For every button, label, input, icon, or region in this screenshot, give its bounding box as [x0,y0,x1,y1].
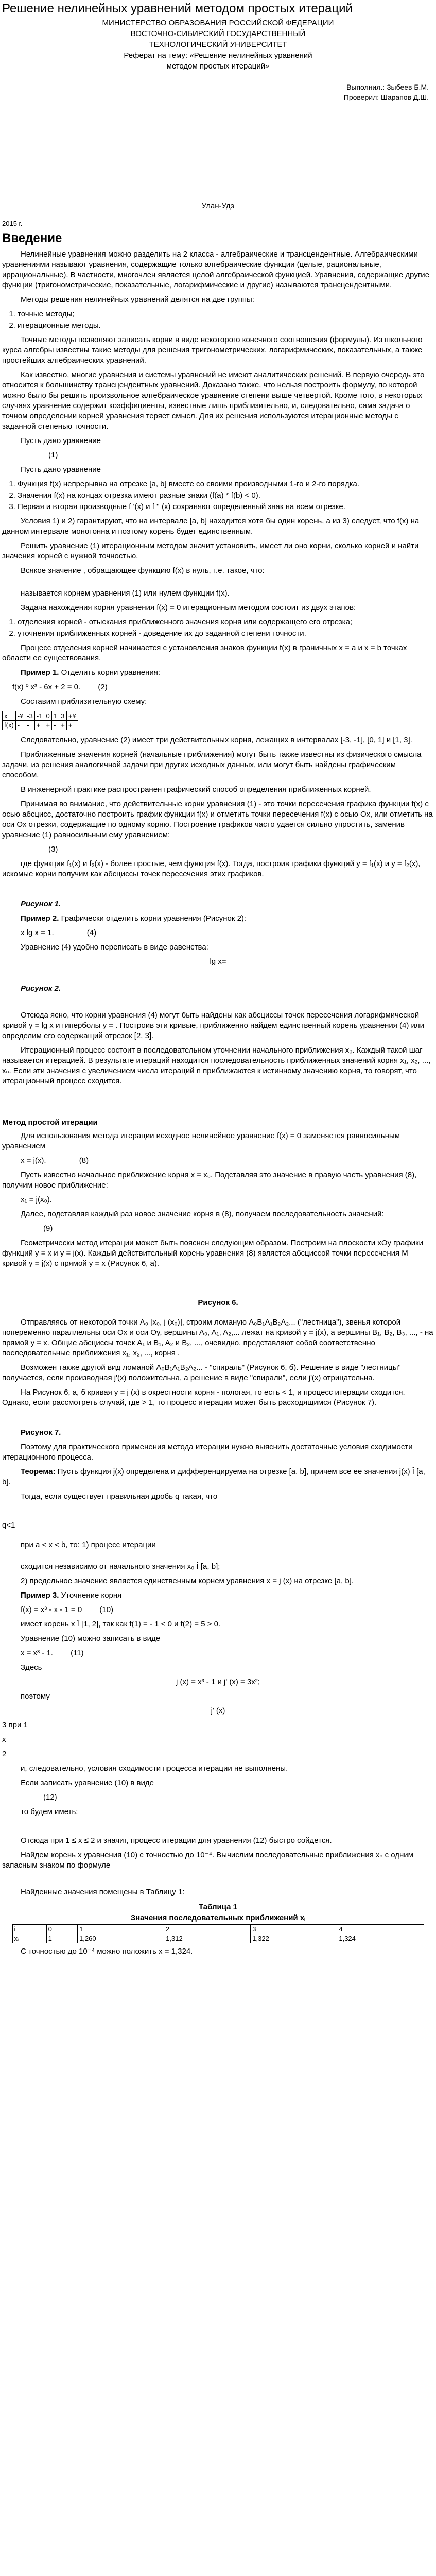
paragraph: Для использования метода итерации исходное нелинейное уравнение f(x) = 0 заменяется равносильным уравнением [2,1131,400,1150]
paragraph: Пусть дано уравнение [21,436,101,445]
table-cell: f(x) [3,721,16,730]
table-cell: xᵢ [12,1934,46,1943]
example-heading [2,668,434,678]
paragraph: Поэтому для практического применения метода итерации нужно выяснить достаточные условия сходимости итерационного процесса. [2,1443,413,1462]
figure-caption: Рисунок 2. [21,984,61,993]
table-cell: 1,312 [164,1934,251,1943]
equation-number: (1) [48,451,58,460]
paragraph: 2) предельное значение является единственным корнем уравнения x = j (x) на отрезке [a, b]. [21,1577,354,1585]
example-label: Пример 2. [21,914,59,923]
example-label: Пример 3. [21,1591,59,1600]
table-cell: - [15,721,25,730]
paragraph: Тогда, если существует правильная дробь q такая, что [21,1492,218,1501]
equation-number: (3) [48,845,58,854]
equation-text: f(x) º x³ - 6x + 2 = 0. [12,683,81,691]
paragraph: Далее, подставляя каждый раз новое значение корня в (8), получаем последовательность значений: [21,1210,384,1218]
paragraph: то будем иметь: [21,1807,78,1816]
paragraph: Здесь [21,1663,42,1672]
intro-heading: Введение [2,231,62,245]
paragraph: сходится независимо от начального значения x₀ Î [a, b]; [21,1562,220,1571]
referat-line: методом простых итераций» [166,62,270,71]
paragraph: Методы решения нелинейных уравнений делятся на две группы: [21,295,254,304]
paragraph: Принимая во внимание, что действительные корни уравнения (1) - это точки пересечения графика функции f(x) с осью абсцисс, достаточно построить график функции f(x) и отметить точки пересечения f(x) с осью Ох, или отметить на оси Ох отрезки, содержащие по одному корню. Построение графиков часто удается сильно упростить, заменив уравнение (1) равносильным ему уравнением: [2,800,433,839]
paragraph: Задача нахождения корня уравнения f(x) = 0 итерационным методом состоит из двух этапов: [21,603,356,612]
paragraph: Найдем корень x уравнения (10) с точностью до 10⁻⁴. Вычислим последовательные приближения xₙ с одним запасным знаком по формуле [2,1851,413,1870]
table-cell: 3 [251,1925,337,1934]
paragraph: Уравнение (10) можно записать в виде [21,1634,161,1643]
table-cell: 1,324 [337,1934,424,1943]
paragraph: Точные методы позволяют записать корни в виде некоторого конечного соотношения (формулы). Из школьного курса алгебры известны такие методы для решения тригонометрических, логарифмических, показательных, а также простейших алгебраических уравнений. [2,335,423,365]
theorem-label: Теорема: [21,1467,56,1476]
paragraph: Отправляясь от некоторой точки A₀ [x₀, j (x₀)], строим ломаную A₀B₁A₁B₂A₂... ("лестница"), звенья которой попеременно параллельны оси Ox и оси Oy, вершины A₀, A₁, A₂,... лежат на кривой y = j(x), а вершины B₁, B₂, B₃, ..., - на прямой y = x. Общие абсциссы точек A₁ и B₁, A₂ и B₂, ..., очевидно, представляют собой соответственно последовательные приближения x₁, x₂, ..., корня . [2,1318,433,1358]
city: Улан-Удэ [201,201,235,210]
example-heading [2,1590,434,1601]
checker-line: Проверил: Шарапов Д.Ш. [343,93,429,101]
table-caption: Значения последовательных приближений xᵢ [130,1913,306,1922]
table-cell: - [52,721,59,730]
paragraph: На Рисунок 6, а, б кривая y = j (x) в окрестности корня - пологая, то есть < 1, и процесс итерации сходится. Однако, если рассмотреть случай, где > 1, то процесс итерации может быть расходящимся (Рисунок 7). [2,1388,405,1407]
figure-caption: Рисунок 7. [21,1428,61,1437]
document [2,0,434,1961]
table-row [12,1925,424,1934]
equation-number: (12) [43,1793,57,1802]
methods-list [2,309,434,331]
paragraph: Пусть известно начальное приближение корня x = x₀. Подставляя это значение в правую часть уравнения (8), получим новое приближение: [2,1171,417,1190]
equation: j (x) = x³ - 1 и j' (x) = 3x²; [176,1677,260,1686]
table-cell: i [12,1925,46,1934]
equation: j' (x) [211,1706,225,1715]
conditions-list [2,479,434,512]
equation-text: x = x³ - 1. [21,1649,53,1657]
table-cell: 1 [46,1934,78,1943]
table-cell: -1 [34,711,44,721]
equation-number: (4) [86,928,97,937]
paragraph: С точностью до 10⁻⁴ можно положить x = 1,324. [21,1947,193,1956]
paragraph: Как известно, многие уравнения и системы уравнений не имеют аналитических решений. В первую очередь это относится к большинству трансцендентных уравнений. Доказано также, что нельзя построить формулу, по которой можно было бы решить произвольное алгебраическое уравнение степени выше четвертой. Кроме того, в некоторых случаях уравнение содержит коэффициенты, известные лишь приблизительно, и, следовательно, сама задача о точном определении корней уравнения теряет смысл. Для их решения используются итерационные методы с заданной степенью точности. [2,370,425,431]
table-cell: 0 [46,1925,78,1934]
paragraph: называется корнем уравнения (1) или нулем функции f(x). [21,589,230,598]
equation [2,1648,434,1658]
theorem-text: Пусть функция j(x) определена и дифференцируема на отрезке [a, b], причем все ее значения j(x) Î [a, b]. [2,1467,425,1486]
paragraph: Геометрически метод итерации может быть пояснен следующим образом. Построим на плоскости xOy графики функций y = x и y = j(x). Каждый действительный корень уравнения (8) является абсциссой точки пересечения M кривой y = j(x) с прямой y = x (Рисунок 6, а). [2,1239,423,1268]
page-title: Решение нелинейных уравнений методом простых итераций [2,2,353,15]
table-cell: - [25,721,35,730]
table-cell: 1,322 [251,1934,337,1943]
paragraph: при a < x < b, то: 1) процесс итерации [21,1540,156,1549]
stages-list [2,617,434,639]
ministry-line: ТЕХНОЛОГИЧЕСКИЙ УНИВЕРСИТЕТ [149,40,287,49]
table-cell: 0 [44,711,52,721]
equation [2,1605,434,1615]
paragraph: поэтому [21,1692,50,1701]
list-item: 2. Значения f(x) на концах отрезка имеют разные знаки (f(a) * f(b) < 0). [18,490,434,501]
figure-caption: Рисунок 6. [198,1298,238,1307]
year: 2015 г. [2,219,23,227]
list-item: 1. точные методы; [18,309,434,319]
list-item: 2. уточнения приближенных корней - доведение их до заданной степени точности. [18,629,434,639]
paragraph: Возможен также другой вид ломаной A₀B₁A₁B₂A₂... - "спираль" (Рисунок 6, б). Решение в виде "лестницы" получается, если производная j'(x) положительна, а решение в виде "спирали", если j'(x) отрицательна. [2,1363,401,1382]
table-cell: 1 [52,711,59,721]
paragraph: Найденные значения помещены в Таблицу 1: [21,1888,185,1896]
ministry-line: ВОСТОЧНО-СИБИРСКИЙ ГОСУДАРСТВЕННЫЙ [130,29,306,38]
paragraph: Условия 1) и 2) гарантируют, что на интервале [a, b] находится хотя бы один корень, а из 3) следует, что f(x) на данном интервале монотонна и поэтому корень будет единственным. [2,517,420,536]
equation-number: (11) [71,1649,84,1657]
paragraph: 3 при 1 [2,1721,28,1730]
paragraph: Нелинейные уравнения можно разделить на 2 класса - алгебраические и трансцендентные. Алгебраическими уравнениями называют уравнения, содержащие только алгебраические функции (целые, рациональные, иррациональные). В частности, многочлен является целой алгебраической функцией. Уравнения, содержащие другие функции (тригонометрические, показательные, логарифмические и другие) называются трансцендентными. [2,250,430,290]
paragraph: Решить уравнение (1) итерационным методом значит установить, имеет ли оно корни, сколько корней и найти значения корней с нужной точностью. [2,541,419,561]
equation-text: f(x) = x³ - x - 1 = 0 [21,1605,82,1614]
iterations-table [12,1924,424,1943]
table-row [3,711,78,721]
table-cell: 4 [337,1925,424,1934]
equation-text: x lg x = 1. [21,928,54,937]
table-row [3,721,78,730]
table-cell: -¥ [15,711,25,721]
list-item: 2. итерационные методы. [18,320,434,331]
equation-text: x = j(x). [21,1156,46,1165]
list-item: 1. отделения корней - отыскания приближенного значения корня или содержащего его отрезка; [18,617,434,628]
paragraph: Отсюда при 1 ≤ x ≤ 2 и значит, процесс итерации для уравнения (12) быстро сойдется. [21,1836,332,1845]
paragraph: x [2,1735,6,1744]
section-heading: Метод простой итерации [2,1118,98,1127]
table-cell: + [66,721,78,730]
equation-number: (10) [99,1605,114,1614]
theorem [2,1467,434,1487]
paragraph: Процесс отделения корней начинается с установления знаков функции f(x) в граничных x = a и x = b точках области ее существования. [2,643,407,663]
equation [2,928,434,938]
paragraph: Составим приблизительную схему: [21,697,147,706]
paragraph: 2 [2,1750,7,1758]
author-line: Выполнил.: Зыбеев Б.М. [346,83,429,91]
figure-caption: Рисунок 1. [21,900,61,908]
table-cell: -3 [25,711,35,721]
paragraph: Итерационный процесс состоит в последовательном уточнении начального приближения x₀. Каждый такой шаг называется итерацией. В результате итераций находится последовательность приближенных значений корня x₁, x₂, ..., xₙ. Если эти значения с увеличением числа итераций n приближаются к истинному значению корня, то говорят, что итерационный процесс сходится. [2,1046,431,1086]
paragraph: Пусть дано уравнение [21,465,101,474]
paragraph: Приближенные значения корней (начальные приближения) могут быть также известны из физического смысла задачи, из решения аналогичной задачи при других исходных данных, или могут быть найдены графическим способом. [2,750,422,779]
example-text: Графически отделить корни уравнения (Рисунок 2): [61,914,247,923]
table-cell: + [59,721,67,730]
equation: x₁ = j(x₀). [21,1195,52,1204]
paragraph: Уравнение (4) удобно переписать в виде равенства: [21,943,208,952]
paragraph: Если записать уравнение (10) в виде [21,1778,154,1787]
example-text: Отделить корни уравнения: [61,668,161,677]
paragraph: где функции f₁(x) и f₂(x) - более простые, чем функция f(x). Тогда, построив графики функций y = f₁(x) и y = f₂(x), искомые корни получим как абсциссы точек пересечения этих графиков. [2,859,421,878]
ministry-line: МИНИСТЕРСТВО ОБРАЗОВАНИЯ РОССИЙСКОЙ ФЕДЕРАЦИИ [102,19,334,27]
table-cell: 3 [59,711,67,721]
sign-table [2,711,78,730]
equation-number: (8) [79,1156,89,1165]
example-heading [2,913,434,924]
table-cell: + [44,721,52,730]
example-label: Пример 1. [21,668,59,677]
table-cell: 2 [164,1925,251,1934]
table-row [12,1934,424,1943]
inline-formula: q<1 [2,1521,15,1530]
table-cell: 1,260 [78,1934,164,1943]
list-item: 1. Функция f(x) непрерывна на отрезке [a, b] вместе со своими производными 1-го и 2-го порядка. [18,479,434,489]
equation: lg x= [210,957,226,966]
paragraph: имеет корень x Î [1, 2], так как f(1) = - 1 < 0 и f(2) = 5 > 0. [21,1620,221,1629]
paragraph: Следовательно, уравнение (2) имеет три действительных корня, лежащих в интервалах [-3, -1], [0, 1] и [1, 3]. [21,736,412,744]
equation-number: (2) [98,683,108,691]
paragraph: В инженерной практике распространен графический способ определения приближенных корней. [21,785,371,794]
referat-line: Реферат на тему: «Решение нелинейных уравнений [124,51,312,60]
list-item: 3. Первая и вторая производные f '(x) и f '' (x) сохраняют определенный знак на всем отрезке. [18,502,434,512]
table-cell: + [34,721,44,730]
equation-number: (9) [43,1224,53,1233]
table-cell: +¥ [66,711,78,721]
equation [2,682,434,692]
equation [2,1156,434,1166]
paragraph: и, следовательно, условия сходимости процесса итерации не выполнены. [21,1764,288,1773]
table-cell: x [3,711,16,721]
example-text: Уточнение корня [61,1591,122,1600]
table-cell: 1 [78,1925,164,1934]
paragraph: Всякое значение , обращающее функцию f(x) в нуль, т.е. такое, что: [21,566,265,575]
table-title: Таблица 1 [198,1903,238,1911]
paragraph: Отсюда ясно, что корни уравнения (4) могут быть найдены как абсциссы точек пересечения логарифмической кривой y = lg x и гиперболы y = . Построив эти кривые, приближенно найдем единственный корень уравнения (4) или определим его содержащий отрезок [2, 3]. [2,1011,425,1040]
